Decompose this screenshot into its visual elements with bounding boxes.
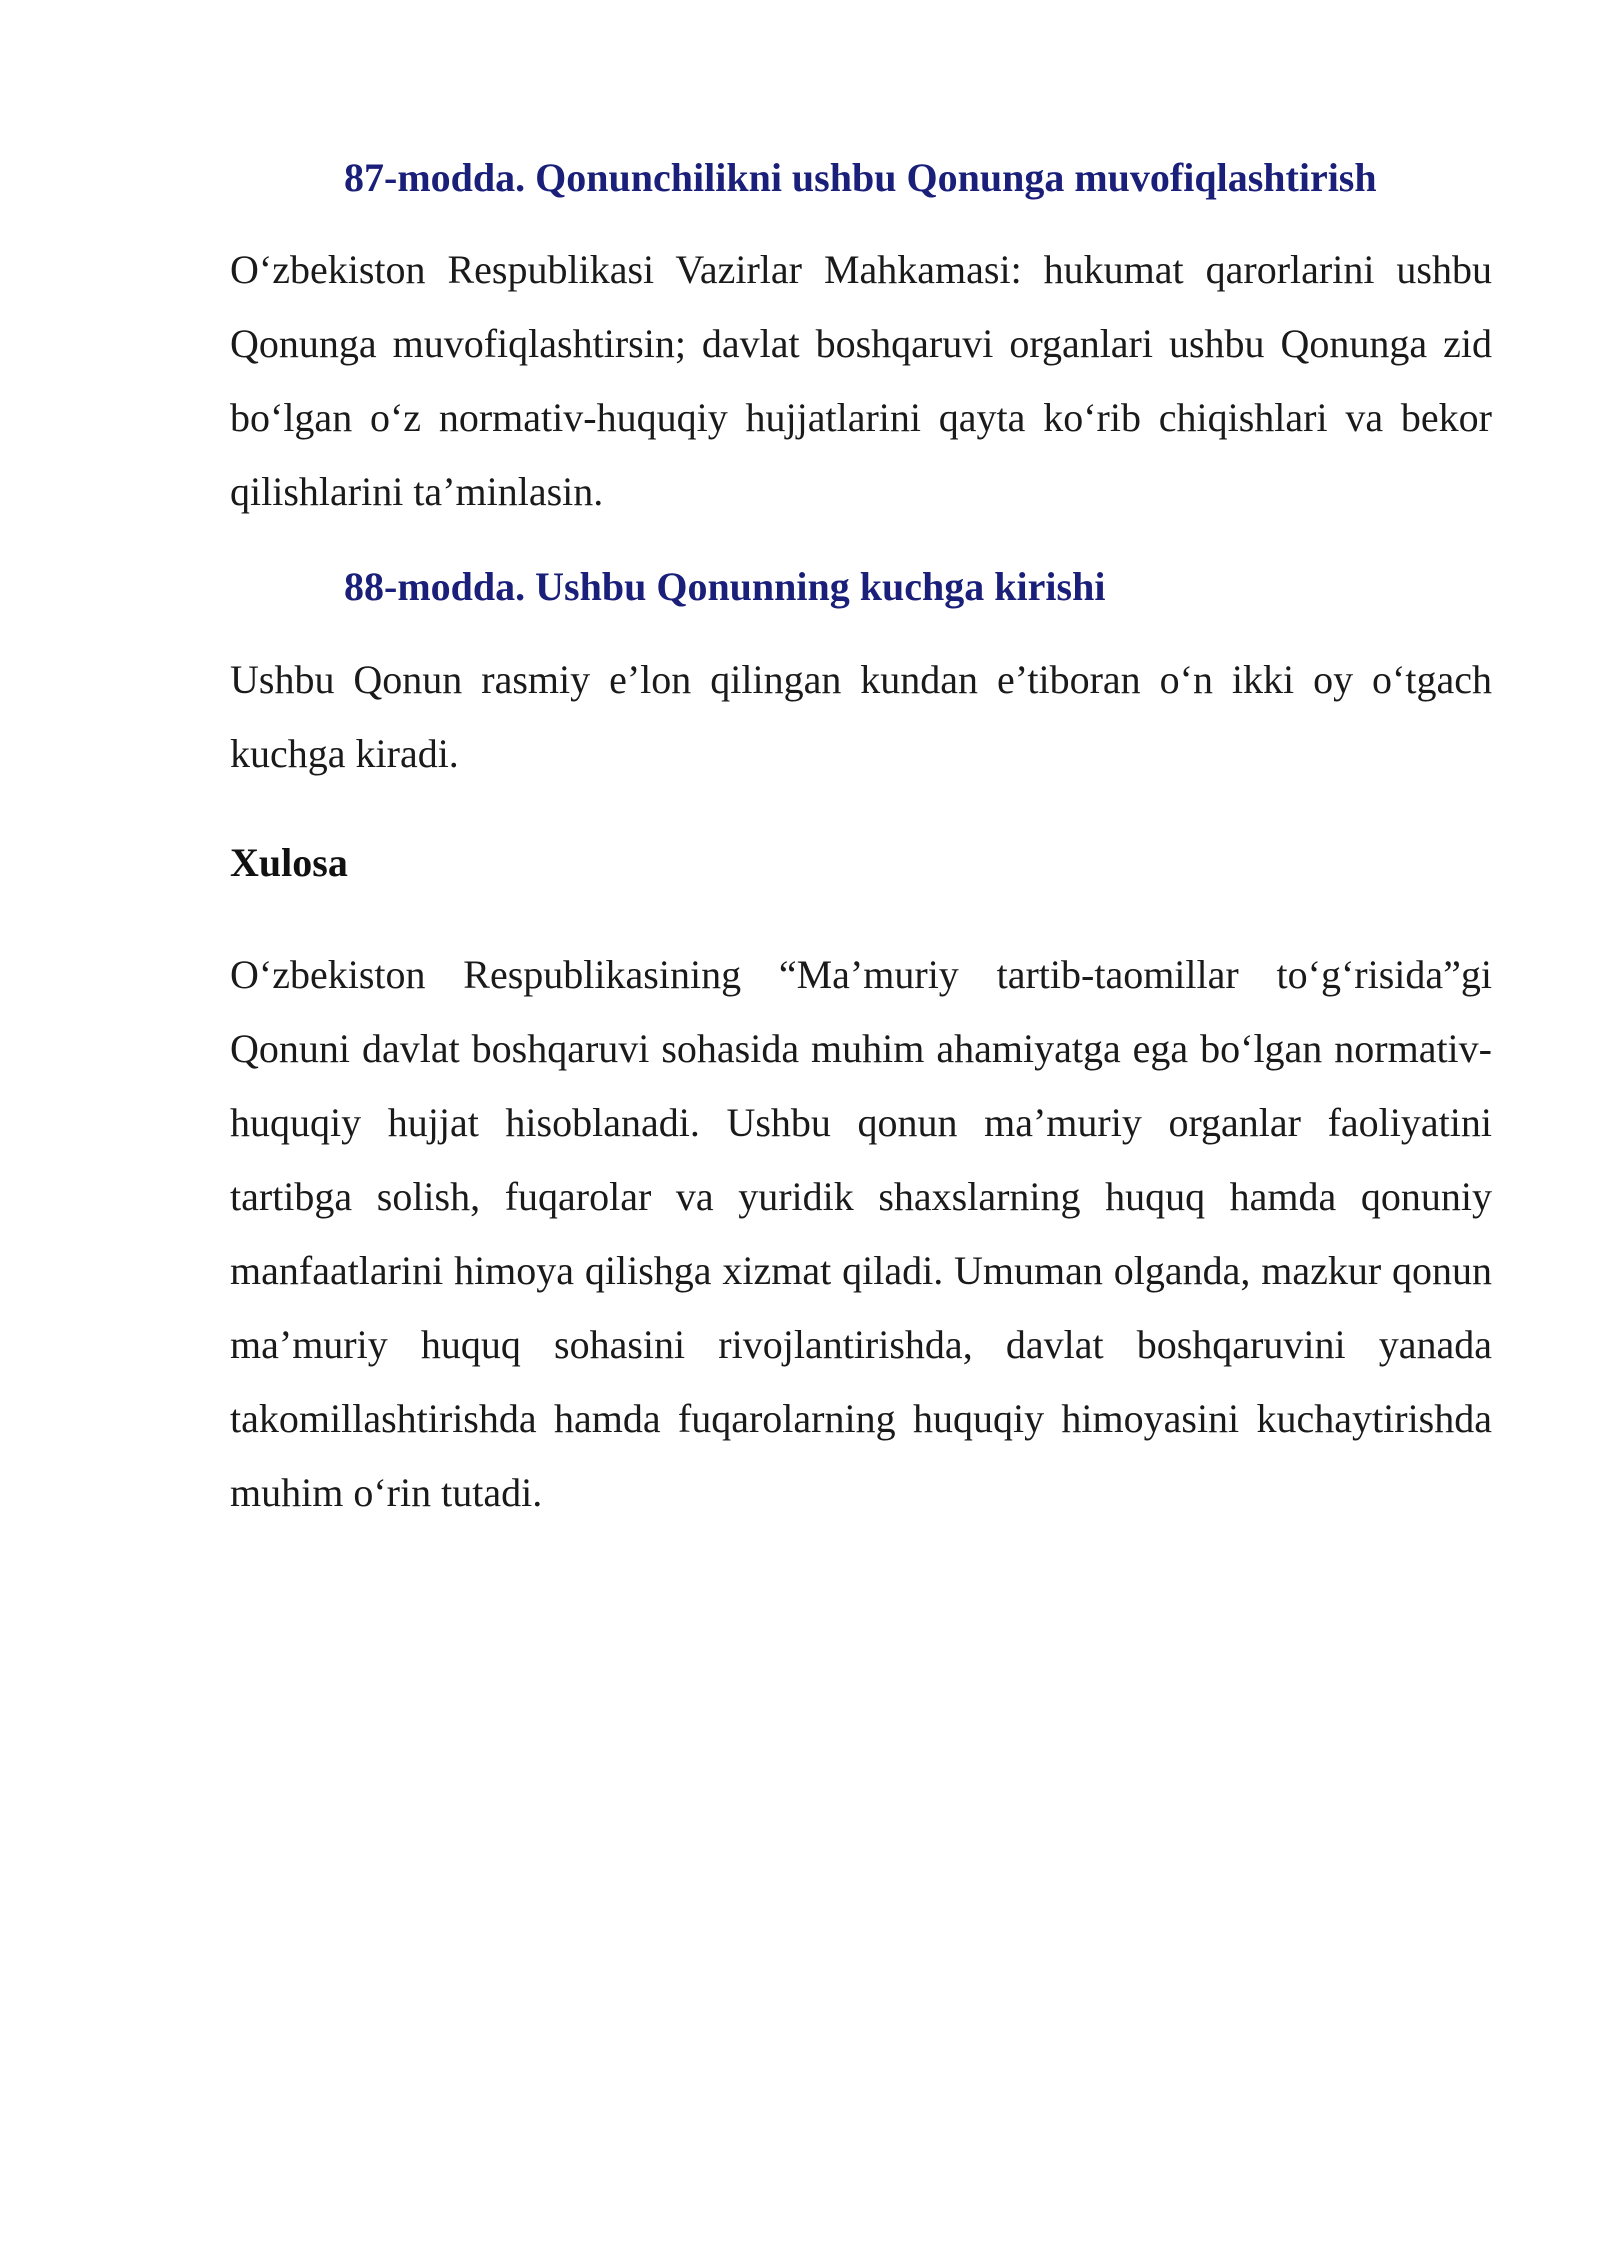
article-87-heading: 87-modda. Qonunchilikni ushbu Qonunga muvofiqlashtirish	[344, 155, 1377, 200]
article-88-heading: 88-modda. Ushbu Qonunning kuchga kirishi	[344, 564, 1106, 609]
summary-paragraph: O‘zbekiston Respublikasining “Ma’muriy tartib-taomillar to‘g‘risida”gi Qonuni davlat boshqaruvi sohasida muhim ahamiyatga ega bo‘lgan normativ-huquqiy hujjat hisoblanadi. Ushbu qonun ma’muriy organlar faoliyatini tartibga solish, fuqarolar va yuridik shaxslarning huquq hamda qonuniy manfaatlarini himoya qilishga xizmat qiladi. Umuman olganda, mazkur qonun ma’muriy huquq sohasini rivojlantirishda, davlat boshqaruvini yanada takomillashtirishda hamda fuqarolarning huquqiy himoyasini kuchaytirishda muhim o‘rin tutadi.	[230, 952, 1492, 1515]
summary-title: Xulosa	[230, 840, 348, 885]
article-88-paragraph: Ushbu Qonun rasmiy e’lon qilingan kundan e’tiboran o‘n ikki oy o‘tgach kuchga kiradi.	[230, 657, 1492, 776]
article-87-paragraph: O‘zbekiston Respublikasi Vazirlar Mahkamasi: hukumat qarorlarini ushbu Qonunga muvofiqlashtirsin; davlat boshqaruvi organlari ushbu Qonunga zid bo‘lgan o‘z normativ-huquqiy hujjatlarini qayta ko‘rib chiqishlari va bekor qilishlarini ta’minlasin.	[230, 247, 1492, 514]
